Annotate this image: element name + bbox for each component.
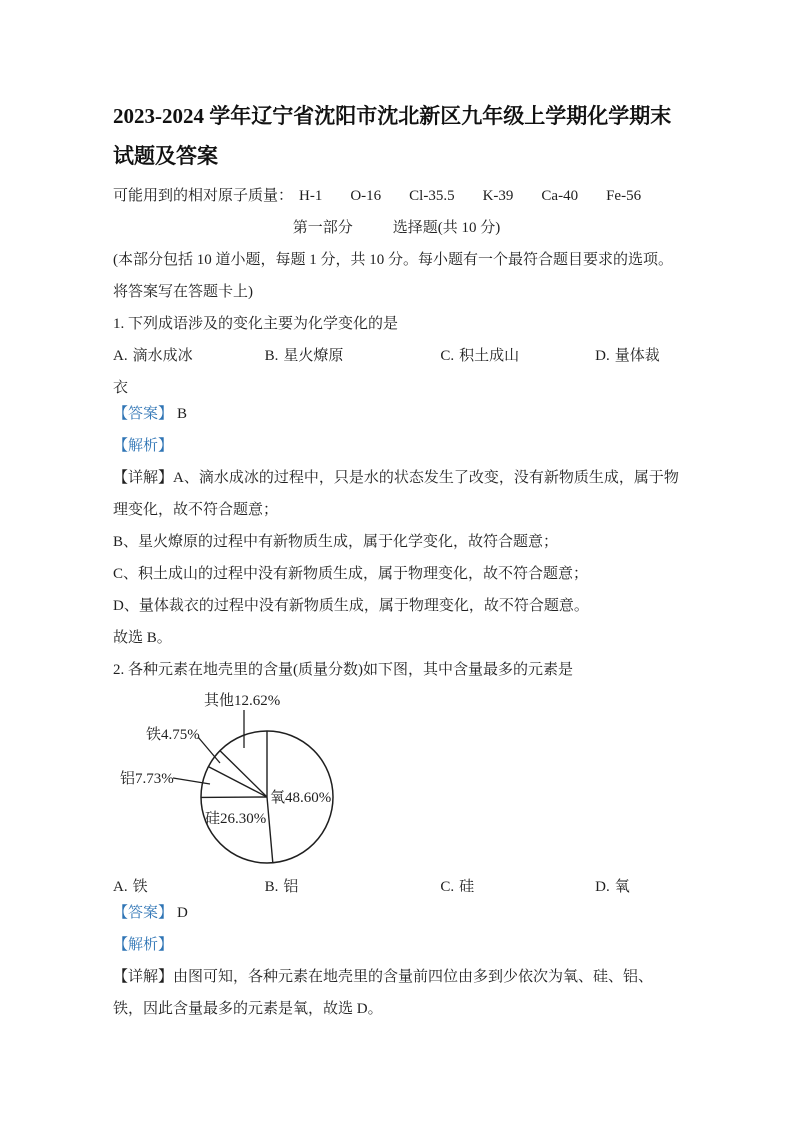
question-1-answer-line — [113, 398, 680, 430]
section-title: 选择题(共 10 分) — [392, 220, 501, 236]
question-1-analysis-line — [113, 430, 680, 462]
answer-value: D — [177, 905, 188, 921]
analysis-label: 【解析】 — [113, 937, 174, 953]
pie-label-silicon: 硅26.30% — [205, 811, 267, 827]
pie-slice-boundary — [220, 751, 267, 797]
atomic-mass-item: H-1 — [299, 188, 323, 204]
question-1-options-row — [113, 340, 671, 404]
pie-leader-lines — [173, 710, 244, 784]
pie-label-other: 其他12.62% — [204, 693, 281, 709]
page-title: 2023-2024 学年辽宁省沈阳市沈北新区九年级上学期化学期末试题及答案 — [113, 104, 672, 168]
answer-value: B — [177, 406, 188, 422]
option-d: D. 量体裁衣 — [113, 348, 660, 396]
option-gap — [519, 359, 595, 360]
option-gap — [474, 890, 595, 891]
detail-label: 【详解】 — [113, 969, 174, 985]
detail-label: 【详解】 — [113, 470, 174, 486]
option-gap — [148, 890, 265, 891]
pie-leader-line-iron — [198, 737, 220, 763]
question-1-detail-c: C、积土成山的过程中没有新物质生成，属于物理变化，故不符合题意； — [113, 566, 589, 582]
question-2-stem: 2. 各种元素在地壳里的含量(质量分数)如下图，其中含量最多的元素是 — [113, 662, 573, 678]
pie-label-iron: 铁4.75% — [146, 727, 200, 743]
answer-label: 【答案】 — [113, 406, 174, 422]
analysis-label: 【解析】 — [113, 438, 174, 454]
option-d: D. 氧 — [595, 879, 630, 895]
atomic-mass-item: Ca-40 — [541, 188, 579, 204]
atomic-masses-line — [113, 180, 680, 212]
option-c: C. 硅 — [440, 879, 475, 895]
pie-slice-boundaries — [201, 731, 273, 863]
question-1-detail-b: B、星火燎原的过程中有新物质生成，属于化学变化，故符合题意； — [113, 534, 559, 550]
atomic-masses-label: 可能用到的相对原子质量： — [113, 188, 294, 204]
section-heading — [113, 212, 680, 244]
section-note: (本部分包括 10 道小题，每题 1 分，共 10 分。每小题有一个最符合题目要求的选项。将答案写在答题卡上) — [113, 252, 673, 300]
option-gap — [343, 359, 440, 360]
option-b: B. 星火燎原 — [264, 348, 344, 364]
section-part: 第一部分 — [292, 220, 353, 236]
atomic-mass-item: Cl-35.5 — [409, 188, 455, 204]
question-2-detail: 【详解】由图可知，各种元素在地壳里的含量前四位由多到少依次为氧、硅、铝、铁，因此含量最多的元素是氧，故选 D。 — [113, 969, 654, 1017]
pie-slice-boundary — [267, 797, 273, 863]
pie-slice-boundary — [208, 767, 267, 797]
answer-label: 【答案】 — [113, 905, 174, 921]
pie-chart — [113, 686, 473, 871]
question-1-stem: 1. 下列成语涉及的变化主要为化学变化的是 — [113, 316, 399, 332]
pie-label-oxygen: 氧48.60% — [270, 790, 332, 806]
question-1-conclusion: 故选 B。 — [113, 630, 172, 646]
option-gap — [298, 890, 440, 891]
atomic-mass-item: O-16 — [350, 188, 382, 204]
pie-leader-line-aluminum — [173, 778, 210, 784]
option-b: B. 铝 — [264, 879, 299, 895]
atomic-mass-item: K-39 — [482, 188, 514, 204]
option-c: C. 积土成山 — [440, 348, 520, 364]
option-a: A. 铁 — [113, 879, 148, 895]
option-a: A. 滴水成冰 — [113, 348, 193, 364]
pie-label-aluminum: 铝7.73% — [120, 771, 174, 787]
question-1-detail-a: 【详解】A、滴水成冰的过程中，只是水的状态发生了改变，没有新物质生成，属于物理变化，故不符合题意； — [113, 470, 679, 518]
atomic-mass-item: Fe-56 — [606, 188, 642, 204]
pie-labels — [120, 691, 331, 827]
question-1-detail-d: D、量体裁衣的过程中没有新物质生成，属于物理变化，故不符合题意。 — [113, 598, 589, 614]
question-2-options-row — [113, 871, 680, 903]
question-2-analysis-line — [113, 929, 680, 961]
option-gap — [193, 359, 265, 360]
